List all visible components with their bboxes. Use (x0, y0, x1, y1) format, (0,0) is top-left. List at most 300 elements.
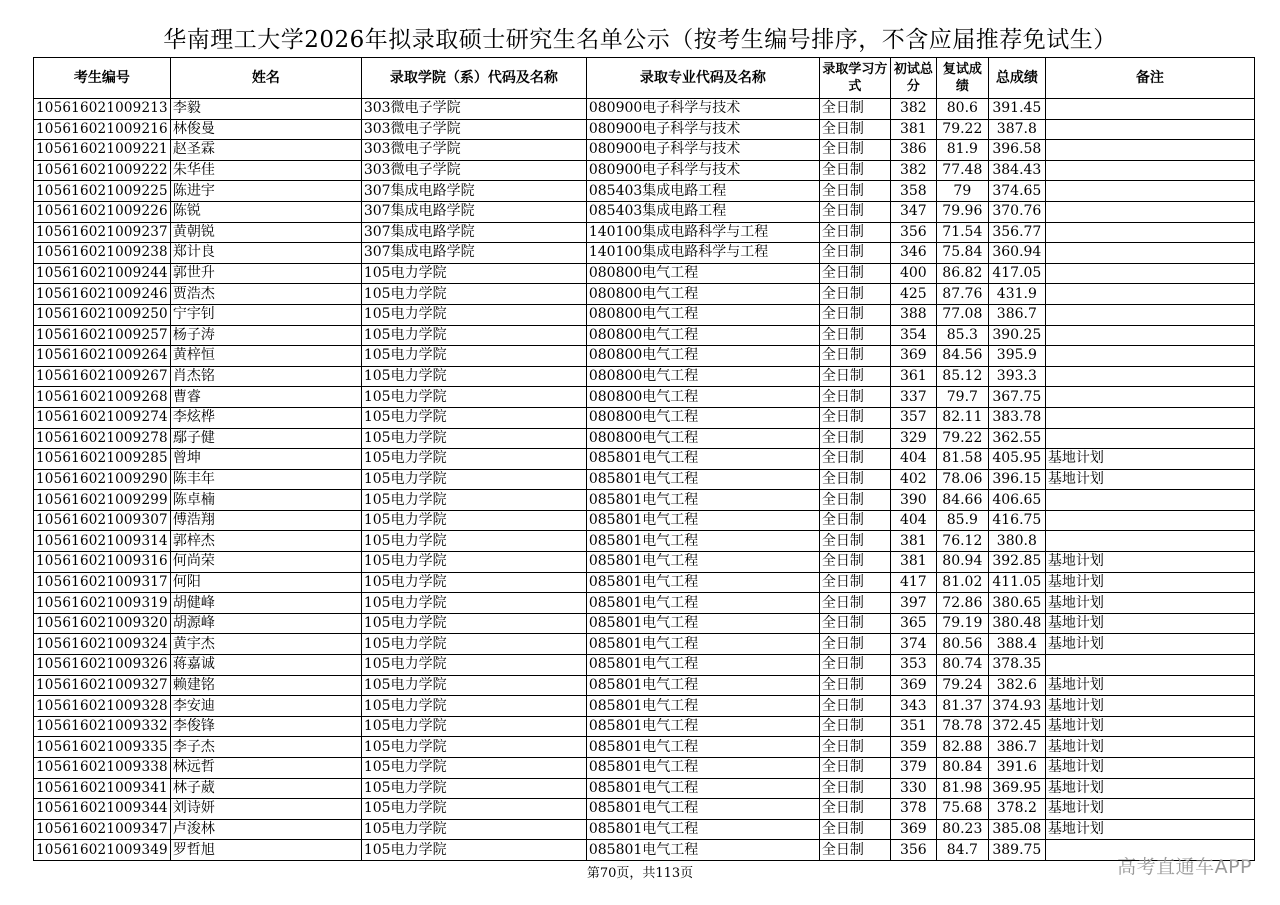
cell-total-score: 384.43 (988, 160, 1045, 181)
cell-total-score: 360.94 (988, 243, 1045, 264)
cell-major: 080800电气工程 (586, 407, 819, 428)
cell-retest-score: 81.9 (936, 140, 988, 161)
cell-total-score: 367.75 (988, 387, 1045, 408)
cell-college: 307集成电路学院 (361, 181, 586, 202)
table-row (34, 613, 1255, 634)
cell-note (1045, 263, 1254, 284)
table-row (34, 263, 1255, 284)
cell-study-mode: 全日制 (819, 449, 890, 470)
cell-total-score: 393.3 (988, 366, 1045, 387)
cell-note (1045, 531, 1254, 552)
table-row (34, 325, 1255, 346)
cell-note (1045, 325, 1254, 346)
cell-major: 085801电气工程 (586, 737, 819, 758)
cell-note: 基地计划 (1045, 716, 1254, 737)
cell-study-mode: 全日制 (819, 737, 890, 758)
header-name: 姓名 (170, 58, 361, 99)
cell-study-mode: 全日制 (819, 696, 890, 717)
cell-exam-id: 105616021009244 (34, 263, 171, 284)
cell-major: 080800电气工程 (586, 366, 819, 387)
cell-retest-score: 85.12 (936, 366, 988, 387)
table-row (34, 243, 1255, 264)
cell-college: 105电力学院 (361, 304, 586, 325)
cell-name: 胡健峰 (170, 593, 361, 614)
cell-exam-id: 105616021009324 (34, 634, 171, 655)
cell-major: 080800电气工程 (586, 304, 819, 325)
cell-name: 胡源峰 (170, 613, 361, 634)
cell-study-mode: 全日制 (819, 531, 890, 552)
cell-major: 080800电气工程 (586, 428, 819, 449)
table-row (34, 510, 1255, 531)
cell-name: 罗哲旭 (170, 840, 361, 861)
cell-study-mode: 全日制 (819, 469, 890, 490)
cell-total-score: 387.8 (988, 119, 1045, 140)
cell-exam-id: 105616021009226 (34, 201, 171, 222)
cell-initial-score: 382 (890, 160, 936, 181)
cell-total-score: 374.93 (988, 696, 1045, 717)
cell-note (1045, 160, 1254, 181)
header-note: 备注 (1045, 58, 1254, 99)
cell-major: 080900电子科学与技术 (586, 119, 819, 140)
cell-exam-id: 105616021009246 (34, 284, 171, 305)
cell-study-mode: 全日制 (819, 840, 890, 861)
cell-name: 贾浩杰 (170, 284, 361, 305)
cell-total-score: 370.76 (988, 201, 1045, 222)
cell-note (1045, 510, 1254, 531)
cell-name: 李炫桦 (170, 407, 361, 428)
cell-study-mode: 全日制 (819, 99, 890, 120)
cell-major: 085801电气工程 (586, 696, 819, 717)
cell-total-score: 391.6 (988, 758, 1045, 779)
cell-initial-score: 386 (890, 140, 936, 161)
cell-name: 朱华佳 (170, 160, 361, 181)
cell-total-score: 396.58 (988, 140, 1045, 161)
cell-major: 080800电气工程 (586, 263, 819, 284)
cell-exam-id: 105616021009316 (34, 552, 171, 573)
cell-total-score: 405.95 (988, 449, 1045, 470)
cell-initial-score: 343 (890, 696, 936, 717)
cell-major: 140100集成电路科学与工程 (586, 243, 819, 264)
cell-college: 105电力学院 (361, 655, 586, 676)
cell-note: 基地计划 (1045, 552, 1254, 573)
cell-exam-id: 105616021009307 (34, 510, 171, 531)
cell-retest-score: 84.7 (936, 840, 988, 861)
cell-exam-id: 105616021009314 (34, 531, 171, 552)
cell-name: 曾坤 (170, 449, 361, 470)
cell-note (1045, 407, 1254, 428)
header-exam-id: 考生编号 (34, 58, 171, 99)
cell-retest-score: 85.3 (936, 325, 988, 346)
cell-exam-id: 105616021009328 (34, 696, 171, 717)
cell-initial-score: 359 (890, 737, 936, 758)
cell-retest-score: 79.22 (936, 119, 988, 140)
cell-study-mode: 全日制 (819, 119, 890, 140)
cell-college: 105电力学院 (361, 490, 586, 511)
cell-college: 105电力学院 (361, 593, 586, 614)
cell-initial-score: 390 (890, 490, 936, 511)
table-row (34, 696, 1255, 717)
table-row (34, 778, 1255, 799)
cell-note (1045, 366, 1254, 387)
document-title: 华南理工大学2026年拟录取硕士研究生名单公示（按考生编号排序，不含应届推荐免试生） (163, 27, 1117, 53)
table-row (34, 737, 1255, 758)
cell-note (1045, 181, 1254, 202)
cell-exam-id: 105616021009278 (34, 428, 171, 449)
table-row (34, 758, 1255, 779)
cell-major: 080800电气工程 (586, 284, 819, 305)
cell-exam-id: 105616021009332 (34, 716, 171, 737)
cell-study-mode: 全日制 (819, 160, 890, 181)
cell-study-mode: 全日制 (819, 387, 890, 408)
cell-initial-score: 388 (890, 304, 936, 325)
cell-total-score: 416.75 (988, 510, 1045, 531)
cell-college: 105电力学院 (361, 366, 586, 387)
cell-major: 085801电气工程 (586, 510, 819, 531)
cell-college: 303微电子学院 (361, 160, 586, 181)
cell-retest-score: 79.19 (936, 613, 988, 634)
cell-retest-score: 84.66 (936, 490, 988, 511)
cell-total-score: 411.05 (988, 572, 1045, 593)
cell-exam-id: 105616021009285 (34, 449, 171, 470)
cell-major: 085801电气工程 (586, 778, 819, 799)
table-row (34, 716, 1255, 737)
cell-initial-score: 347 (890, 201, 936, 222)
table-row (34, 366, 1255, 387)
cell-name: 陈丰年 (170, 469, 361, 490)
cell-initial-score: 381 (890, 552, 936, 573)
cell-retest-score: 72.86 (936, 593, 988, 614)
cell-note (1045, 140, 1254, 161)
cell-note (1045, 655, 1254, 676)
cell-note (1045, 222, 1254, 243)
cell-major: 080800电气工程 (586, 346, 819, 367)
cell-college: 303微电子学院 (361, 140, 586, 161)
cell-retest-score: 82.88 (936, 737, 988, 758)
cell-initial-score: 329 (890, 428, 936, 449)
cell-name: 赵圣霖 (170, 140, 361, 161)
cell-retest-score: 81.58 (936, 449, 988, 470)
cell-college: 105电力学院 (361, 552, 586, 573)
cell-initial-score: 365 (890, 613, 936, 634)
cell-retest-score: 80.23 (936, 819, 988, 840)
cell-initial-score: 402 (890, 469, 936, 490)
cell-initial-score: 400 (890, 263, 936, 284)
cell-note: 基地计划 (1045, 696, 1254, 717)
cell-exam-id: 105616021009213 (34, 99, 171, 120)
cell-college: 105电力学院 (361, 840, 586, 861)
table-row (34, 572, 1255, 593)
cell-note: 基地计划 (1045, 758, 1254, 779)
cell-major: 140100集成电路科学与工程 (586, 222, 819, 243)
table-row (34, 304, 1255, 325)
cell-retest-score: 84.56 (936, 346, 988, 367)
cell-exam-id: 105616021009238 (34, 243, 171, 264)
cell-exam-id: 105616021009264 (34, 346, 171, 367)
cell-major: 085403集成电路工程 (586, 181, 819, 202)
cell-study-mode: 全日制 (819, 325, 890, 346)
cell-college: 105电力学院 (361, 387, 586, 408)
cell-exam-id: 105616021009274 (34, 407, 171, 428)
header-study-mode: 录取学习方式 (819, 58, 890, 99)
cell-name: 郭梓杰 (170, 531, 361, 552)
cell-initial-score: 337 (890, 387, 936, 408)
cell-exam-id: 105616021009267 (34, 366, 171, 387)
cell-exam-id: 105616021009257 (34, 325, 171, 346)
cell-initial-score: 369 (890, 819, 936, 840)
cell-initial-score: 397 (890, 593, 936, 614)
table-row (34, 140, 1255, 161)
cell-college: 105电力学院 (361, 284, 586, 305)
cell-retest-score: 81.98 (936, 778, 988, 799)
cell-name: 刘诗妍 (170, 799, 361, 820)
cell-initial-score: 346 (890, 243, 936, 264)
cell-retest-score: 75.84 (936, 243, 988, 264)
cell-note: 基地计划 (1045, 593, 1254, 614)
cell-name: 何尚荣 (170, 552, 361, 573)
cell-exam-id: 105616021009338 (34, 758, 171, 779)
cell-study-mode: 全日制 (819, 778, 890, 799)
cell-college: 105电力学院 (361, 758, 586, 779)
cell-major: 085801电气工程 (586, 655, 819, 676)
cell-college: 105电力学院 (361, 325, 586, 346)
table-row (34, 840, 1255, 861)
cell-retest-score: 82.11 (936, 407, 988, 428)
cell-name: 曹睿 (170, 387, 361, 408)
cell-study-mode: 全日制 (819, 655, 890, 676)
cell-college: 105电力学院 (361, 696, 586, 717)
cell-study-mode: 全日制 (819, 675, 890, 696)
cell-note: 基地计划 (1045, 675, 1254, 696)
cell-total-score: 395.9 (988, 346, 1045, 367)
cell-retest-score: 86.82 (936, 263, 988, 284)
table-row (34, 181, 1255, 202)
cell-note: 基地计划 (1045, 778, 1254, 799)
cell-retest-score: 76.12 (936, 531, 988, 552)
cell-initial-score: 354 (890, 325, 936, 346)
cell-major: 085801电气工程 (586, 675, 819, 696)
cell-college: 105电力学院 (361, 778, 586, 799)
table-row (34, 284, 1255, 305)
admission-list-table (33, 57, 1255, 861)
cell-college: 105电力学院 (361, 531, 586, 552)
cell-total-score: 386.7 (988, 304, 1045, 325)
cell-name: 林远哲 (170, 758, 361, 779)
cell-major: 085801电气工程 (586, 552, 819, 573)
cell-initial-score: 404 (890, 449, 936, 470)
cell-initial-score: 425 (890, 284, 936, 305)
cell-name: 赖建铭 (170, 675, 361, 696)
cell-note (1045, 119, 1254, 140)
table-row (34, 428, 1255, 449)
cell-name: 杨子涛 (170, 325, 361, 346)
cell-study-mode: 全日制 (819, 346, 890, 367)
cell-note (1045, 346, 1254, 367)
cell-college: 303微电子学院 (361, 99, 586, 120)
cell-retest-score: 71.54 (936, 222, 988, 243)
cell-total-score: 385.08 (988, 819, 1045, 840)
table-row (34, 593, 1255, 614)
cell-major: 085801电气工程 (586, 490, 819, 511)
table-body (34, 99, 1255, 861)
watermark: 高考直通车APP (1117, 856, 1252, 878)
cell-college: 105电力学院 (361, 263, 586, 284)
cell-major: 080900电子科学与技术 (586, 99, 819, 120)
cell-name: 郭世升 (170, 263, 361, 284)
cell-note (1045, 387, 1254, 408)
cell-total-score: 380.48 (988, 613, 1045, 634)
cell-total-score: 391.45 (988, 99, 1045, 120)
cell-initial-score: 356 (890, 222, 936, 243)
cell-college: 105电力学院 (361, 799, 586, 820)
table-row (34, 469, 1255, 490)
cell-retest-score: 79.22 (936, 428, 988, 449)
cell-major: 085801电气工程 (586, 716, 819, 737)
page-footer: 第70页，共113页 (586, 866, 694, 881)
cell-study-mode: 全日制 (819, 613, 890, 634)
table-row (34, 531, 1255, 552)
cell-college: 105电力学院 (361, 346, 586, 367)
cell-study-mode: 全日制 (819, 490, 890, 511)
cell-total-score: 372.45 (988, 716, 1045, 737)
cell-college: 105电力学院 (361, 613, 586, 634)
cell-total-score: 388.4 (988, 634, 1045, 655)
cell-college: 307集成电路学院 (361, 222, 586, 243)
cell-name: 陈进宇 (170, 181, 361, 202)
cell-initial-score: 353 (890, 655, 936, 676)
cell-initial-score: 357 (890, 407, 936, 428)
cell-total-score: 431.9 (988, 284, 1045, 305)
cell-college: 105电力学院 (361, 510, 586, 531)
cell-total-score: 356.77 (988, 222, 1045, 243)
cell-college: 105电力学院 (361, 572, 586, 593)
cell-name: 林子葳 (170, 778, 361, 799)
cell-initial-score: 379 (890, 758, 936, 779)
cell-note: 基地计划 (1045, 819, 1254, 840)
cell-note (1045, 428, 1254, 449)
cell-college: 105电力学院 (361, 819, 586, 840)
cell-name: 林俊曼 (170, 119, 361, 140)
cell-name: 陈锐 (170, 201, 361, 222)
cell-note (1045, 201, 1254, 222)
cell-name: 宁宇钊 (170, 304, 361, 325)
cell-major: 080900电子科学与技术 (586, 140, 819, 161)
cell-name: 李俊锋 (170, 716, 361, 737)
table-row (34, 201, 1255, 222)
cell-major: 085801电气工程 (586, 613, 819, 634)
cell-initial-score: 374 (890, 634, 936, 655)
cell-study-mode: 全日制 (819, 304, 890, 325)
cell-initial-score: 356 (890, 840, 936, 861)
cell-exam-id: 105616021009216 (34, 119, 171, 140)
table-row (34, 490, 1255, 511)
cell-study-mode: 全日制 (819, 140, 890, 161)
cell-major: 080800电气工程 (586, 387, 819, 408)
cell-initial-score: 369 (890, 346, 936, 367)
table-row (34, 407, 1255, 428)
cell-study-mode: 全日制 (819, 366, 890, 387)
cell-college: 105电力学院 (361, 449, 586, 470)
cell-note (1045, 243, 1254, 264)
cell-retest-score: 79.7 (936, 387, 988, 408)
cell-study-mode: 全日制 (819, 758, 890, 779)
cell-exam-id: 105616021009326 (34, 655, 171, 676)
cell-retest-score: 81.37 (936, 696, 988, 717)
cell-college: 105电力学院 (361, 634, 586, 655)
cell-total-score: 369.95 (988, 778, 1045, 799)
cell-study-mode: 全日制 (819, 222, 890, 243)
cell-name: 李毅 (170, 99, 361, 120)
cell-exam-id: 105616021009225 (34, 181, 171, 202)
cell-note: 基地计划 (1045, 572, 1254, 593)
cell-initial-score: 381 (890, 531, 936, 552)
cell-initial-score: 417 (890, 572, 936, 593)
cell-major: 085801电气工程 (586, 593, 819, 614)
cell-initial-score: 330 (890, 778, 936, 799)
cell-retest-score: 75.68 (936, 799, 988, 820)
cell-total-score: 378.2 (988, 799, 1045, 820)
cell-note: 基地计划 (1045, 613, 1254, 634)
cell-retest-score: 80.6 (936, 99, 988, 120)
cell-study-mode: 全日制 (819, 572, 890, 593)
cell-name: 蒋嘉诚 (170, 655, 361, 676)
cell-exam-id: 105616021009221 (34, 140, 171, 161)
cell-major: 085801电气工程 (586, 449, 819, 470)
cell-note: 基地计划 (1045, 469, 1254, 490)
cell-name: 卢浚林 (170, 819, 361, 840)
cell-exam-id: 105616021009320 (34, 613, 171, 634)
cell-exam-id: 105616021009347 (34, 819, 171, 840)
cell-exam-id: 105616021009327 (34, 675, 171, 696)
cell-exam-id: 105616021009319 (34, 593, 171, 614)
cell-retest-score: 79.24 (936, 675, 988, 696)
cell-major: 085801电气工程 (586, 634, 819, 655)
cell-note: 基地计划 (1045, 737, 1254, 758)
cell-total-score: 389.75 (988, 840, 1045, 861)
cell-note: 基地计划 (1045, 449, 1254, 470)
cell-retest-score: 87.76 (936, 284, 988, 305)
cell-note: 基地计划 (1045, 799, 1254, 820)
cell-name: 黄宇杰 (170, 634, 361, 655)
cell-total-score: 362.55 (988, 428, 1045, 449)
cell-retest-score: 78.06 (936, 469, 988, 490)
cell-study-mode: 全日制 (819, 799, 890, 820)
cell-note (1045, 490, 1254, 511)
table-row (34, 346, 1255, 367)
cell-study-mode: 全日制 (819, 284, 890, 305)
cell-exam-id: 105616021009349 (34, 840, 171, 861)
cell-study-mode: 全日制 (819, 181, 890, 202)
cell-initial-score: 381 (890, 119, 936, 140)
cell-exam-id: 105616021009317 (34, 572, 171, 593)
cell-exam-id: 105616021009222 (34, 160, 171, 181)
table-header-row (34, 58, 1255, 99)
cell-major: 085801电气工程 (586, 819, 819, 840)
cell-college: 307集成电路学院 (361, 243, 586, 264)
table-row (34, 799, 1255, 820)
cell-name: 李安迪 (170, 696, 361, 717)
cell-total-score: 374.65 (988, 181, 1045, 202)
table-row (34, 675, 1255, 696)
cell-study-mode: 全日制 (819, 510, 890, 531)
header-total-score: 总成绩 (988, 58, 1045, 99)
header-retest-score: 复试成绩 (936, 58, 988, 99)
cell-name: 陈卓楠 (170, 490, 361, 511)
cell-note (1045, 99, 1254, 120)
cell-note (1045, 284, 1254, 305)
cell-total-score: 380.8 (988, 531, 1045, 552)
table-row (34, 634, 1255, 655)
cell-major: 085801电气工程 (586, 840, 819, 861)
